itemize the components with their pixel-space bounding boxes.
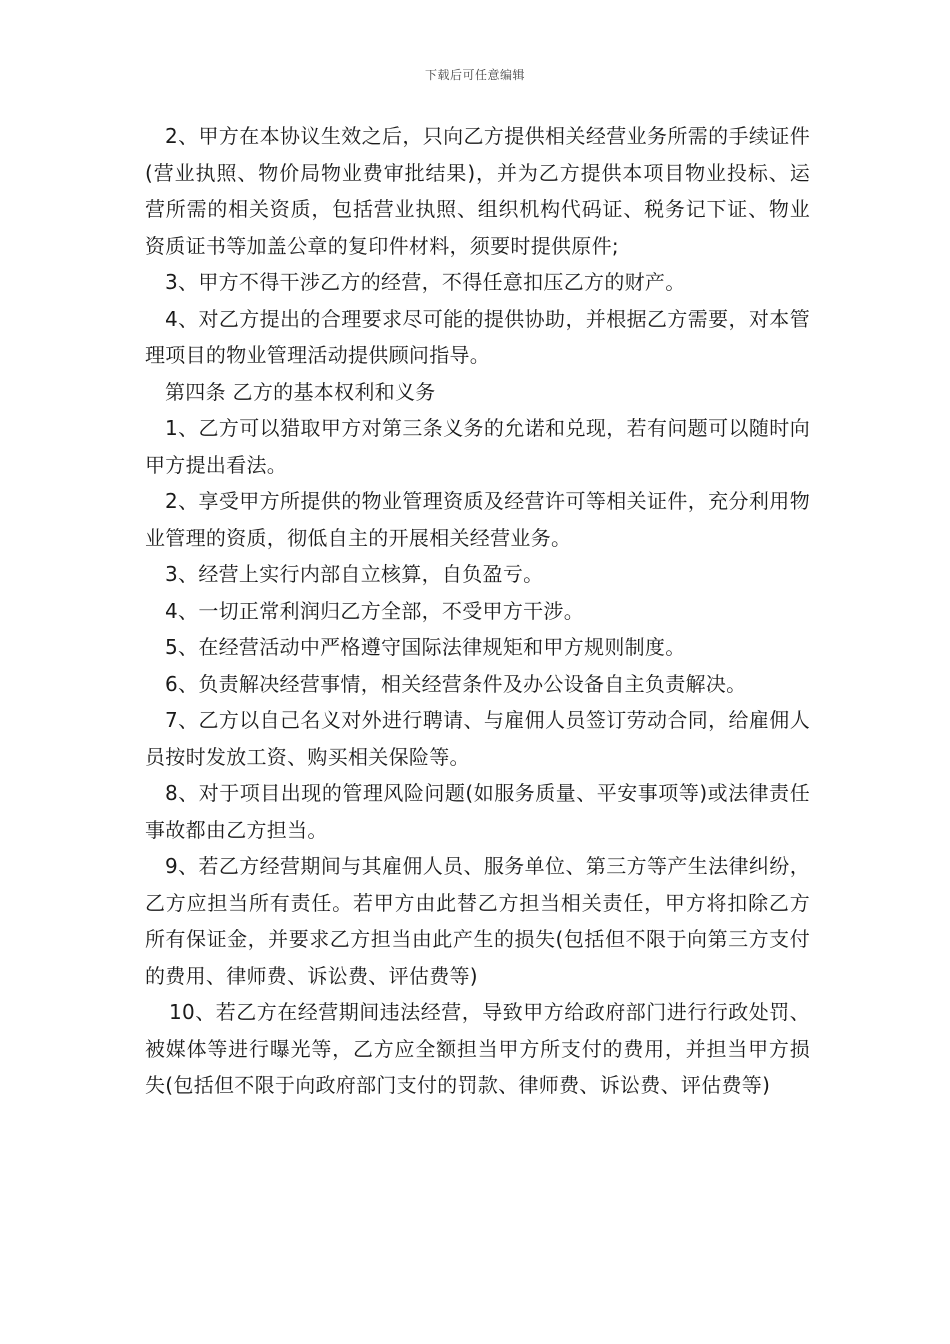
clause-3-item-3: 3、甲方不得干涉乙方的经营，不得任意扣压乙方的财产。 <box>165 270 686 294</box>
clause-4-item-10: 10、若乙方在经营期间违法经营，导致甲方给政府部门进行行政处罚、被媒体等进行曝光等，乙方应全额担当甲方所支付的费用，并担当甲方损失(包括但不限于向政府部门支付的罚款、律师费、诉讼费、评估费等) <box>145 1000 810 1097</box>
clause-4-item-2: 2、享受甲方所提供的物业管理资质及经营许可等相关证件，充分利用物业管理的资质，彻低自主的开展相关经营业务。 <box>145 489 810 550</box>
document-body <box>145 118 810 1104</box>
clause-4-item-6: 6、负责解决经营事情，相关经营条件及办公设备自主负责解决。 <box>165 671 747 696</box>
section-heading-article-4: 第四条 乙方的基本权利和义务 <box>165 379 436 404</box>
clause-4-item-7: 7、乙方以自己名义对外进行聘请、与雇佣人员签订劳动合同，给雇佣人员按时发放工资、购买相关保险等。 <box>145 708 810 769</box>
clause-4-item-1: 1、乙方可以猎取甲方对第三条义务的允诺和兑现，若有问题可以随时向甲方提出看法。 <box>145 416 810 477</box>
clause-3-item-4: 4、对乙方提出的合理要求尽可能的提供协助，并根据乙方需要，对本管理项目的物业管理活动提供顾问指导。 <box>145 306 810 367</box>
clause-4-item-8: 8、对于项目出现的管理风险问题(如服务质量、平安事项等)或法律责任事故都由乙方担当。 <box>145 781 810 842</box>
clause-3-item-2: 2、甲方在本协议生效之后，只向乙方提供相关经营业务所需的手续证件(营业执照、物价局物业费审批结果)，并为乙方提供本项目物业投标、运营所需的相关资质，包括营业执照、组织机构代码证、税务记下证、物业资质证书等加盖公章的复印件材料，须要时提供原件; <box>145 124 810 258</box>
clause-4-item-3: 3、经营上实行内部自立核算，自负盈亏。 <box>165 562 544 586</box>
clause-4-item-9: 9、若乙方经营期间与其雇佣人员、服务单位、第三方等产生法律纠纷，乙方应担当所有责任。若甲方由此替乙方担当相关责任，甲方将扣除乙方所有保证金，并要求乙方担当由此产生的损失(包括但不限于向第三方支付的费用、律师费、诉讼费、评估费等) <box>145 854 810 988</box>
clause-4-item-5: 5、在经营活动中严格遵守国际法律规矩和甲方规则制度。 <box>165 635 686 659</box>
page-header: 下载后可任意编辑 <box>424 68 525 82</box>
clause-4-item-4: 4、一切正常利润归乙方全部，不受甲方干涉。 <box>165 598 585 623</box>
